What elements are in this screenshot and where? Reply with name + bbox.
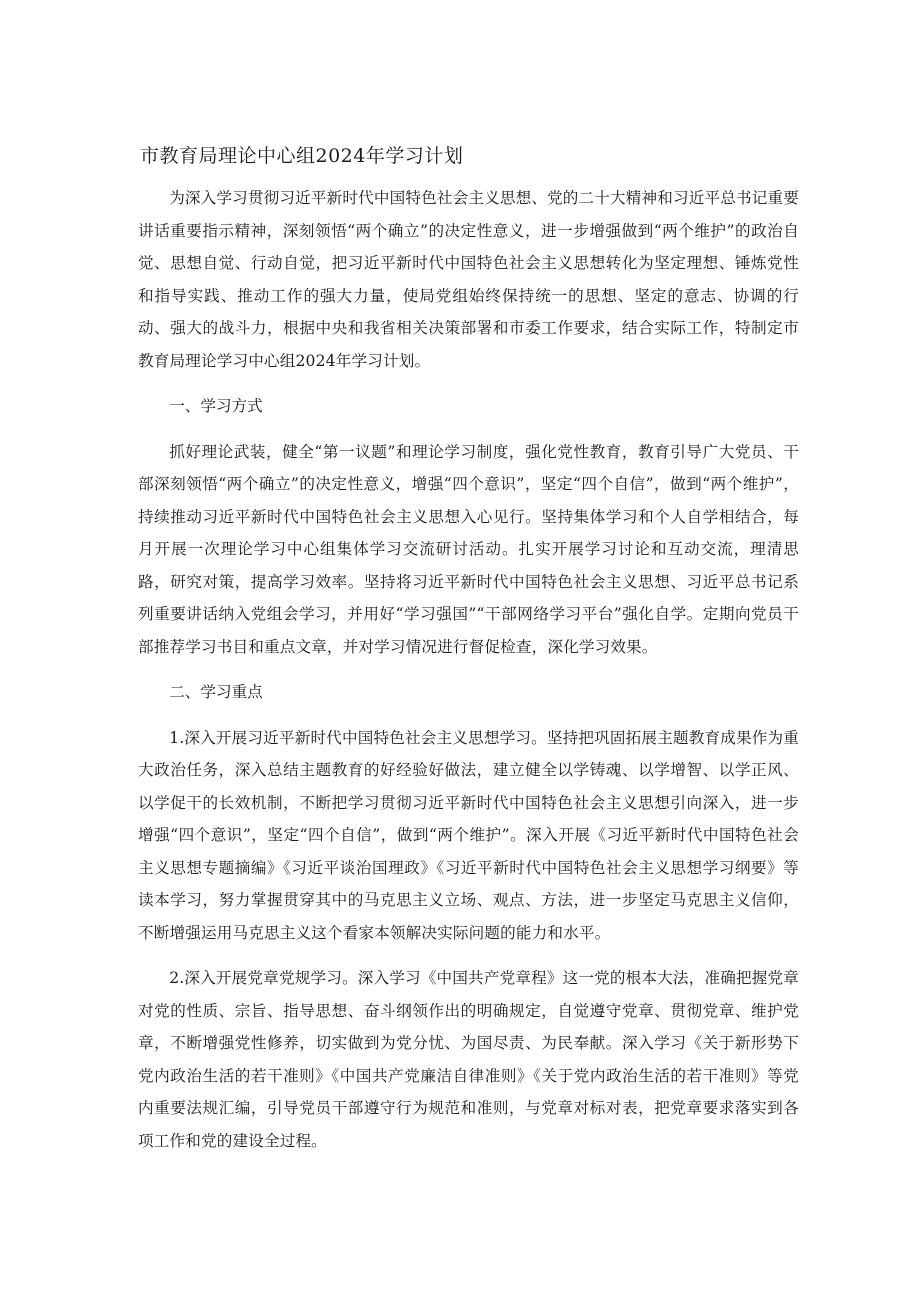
study-focus-item-2: 2.深入开展党章党规学习。深入学习《中国共产党章程》这一党的根本大法，准确把握党章对党的性质、宗旨、指导思想、奋斗纲领作出的明确规定，自觉遵守党章、贯彻党章、维护党章，不断增强党性修养，切实做到为党分忧、为国尽责、为民奉献。深入学习《关于新形势下党内政治生活的若干准则》《中国共产党廉洁自律准则》《关于党内政治生活的若干准则》等党内重要法规汇编，引导党员干部遵守行为规范和准则，与党章对标对表，把党章要求落实到各项工作和党的建设全过程。 <box>138 969 799 1150</box>
intro-paragraph: 为深入学习贯彻习近平新时代中国特色社会主义思想、党的二十大精神和习近平总书记重要讲话重要指示精神，深刻领悟“两个确立”的决定性意义，进一步增强做到“两个维护”的政治自觉、思想自觉、行动自觉，把习近平新时代中国特色社会主义思想转化为坚定理想、锤炼党性和指导实践、推动工作的强大力量，使局党组始终保持统一的思想、坚定的意志、协调的行动、强大的战斗力，根据中央和我省相关决策部署和市委工作要求，结合实际工作，特制定市教育局理论学习中心组2024年学习计划。 <box>138 189 799 370</box>
study-method-paragraph: 抓好理论武装，健全“第一议题”和理论学习制度，强化党性教育，教育引导广大党员、干部深刻领悟“两个确立”的决定性意义，增强“四个意识”，坚定“四个自信”，做到“两个维护”，持续推动习近平新时代中国特色社会主义思想入心见行。坚持集体学习和个人自学相结合，每月开展一次理论学习中心组集体学习交流研讨活动。扎实开展学习讨论和互动交流，理清思路，研究对策，提高学习效率。坚持将习近平新时代中国特色社会主义思想、习近平总书记系列重要讲话纳入党组会学习，并用好“学习强国”“干部网络学习平台”强化自学。定期向党员干部推荐学习书目和重点文章，并对学习情况进行督促检查，深化学习效果。 <box>138 442 799 656</box>
section-heading-study-focus: 二、学习重点 <box>169 683 263 701</box>
document-body <box>138 182 799 1170</box>
document-title: 市教育局理论中心组2024年学习计划 <box>140 145 464 167</box>
section-heading-study-method: 一、学习方式 <box>169 397 263 415</box>
study-focus-item-1: 1.深入开展习近平新时代中国特色社会主义思想学习。坚持把巩固拓展主题教育成果作为重大政治任务，深入总结主题教育的好经验好做法，建立健全以学铸魂、以学增智、以学正风、以学促干的长效机制，不断把学习贯彻习近平新时代中国特色社会主义思想引向深入，进一步增强“四个意识”，坚定“四个自信”，做到“两个维护”。深入开展《习近平新时代中国特色社会主义思想专题摘编》《习近平谈治国理政》《习近平新时代中国特色社会主义思想学习纲要》等读本学习，努力掌握贯穿其中的马克思主义立场、观点、方法，进一步坚定马克思主义信仰，不断增强运用马克思主义这个看家本领解决实际问题的能力和水平。 <box>138 728 799 942</box>
